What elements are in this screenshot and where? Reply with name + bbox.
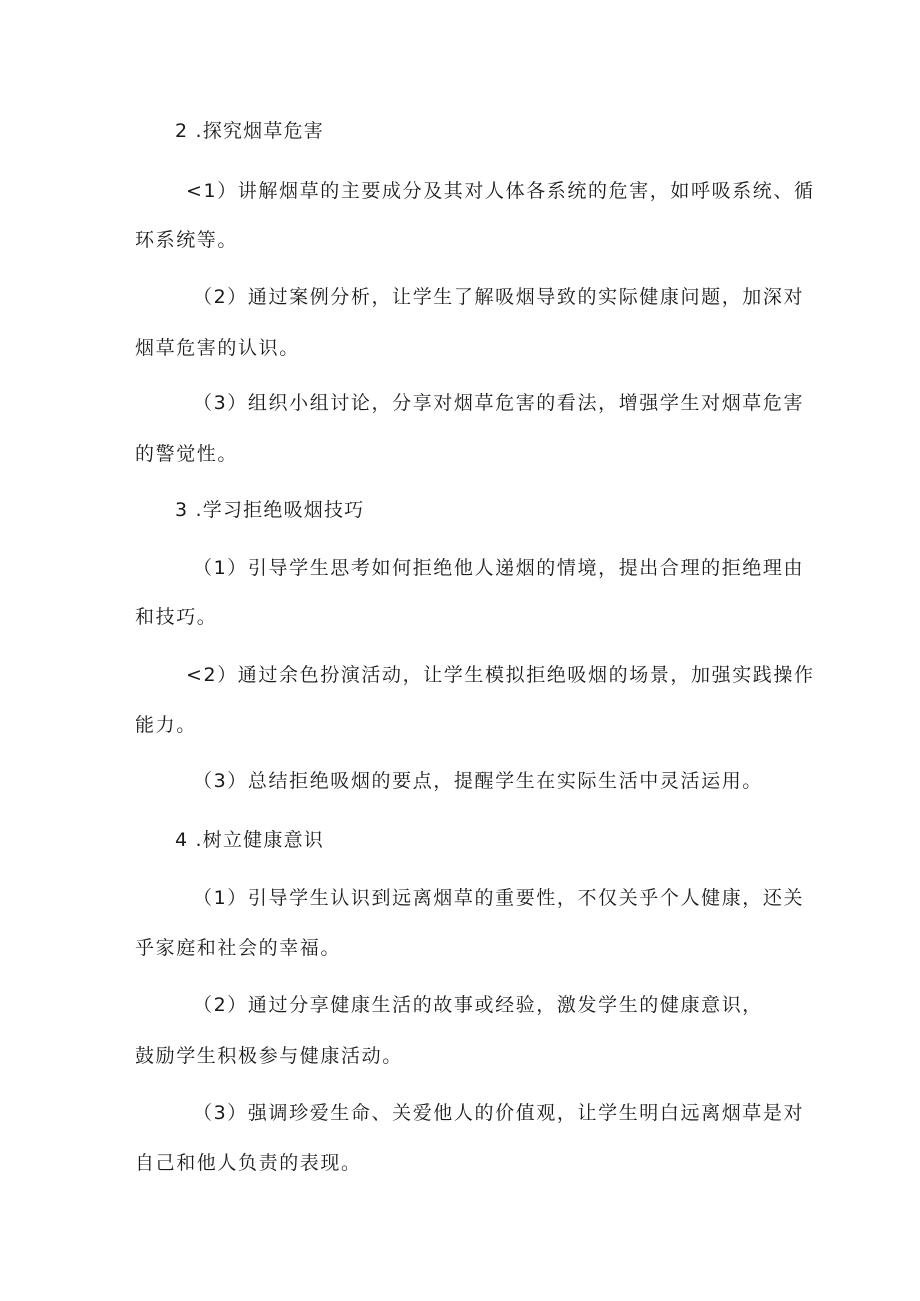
section-heading: 3 .学习拒绝吸烟技巧 xyxy=(175,499,365,521)
paragraph-line: 的警觉性。 xyxy=(135,443,239,465)
paragraph-line: 烟草危害的认识。 xyxy=(135,337,300,359)
paragraph-line: 能力。 xyxy=(135,714,197,736)
paragraph-line: 和技巧。 xyxy=(135,606,218,628)
paragraph-line: （1）引导学生认识到远离烟草的重要性，不仅关乎个人健康，还关 xyxy=(193,887,805,909)
paragraph-line: 环系统等。 xyxy=(135,229,239,251)
paragraph-line: <1）讲解烟草的主要成分及其对人体各系统的危害，如呼吸系统、循 xyxy=(186,180,815,202)
paragraph-line: （3）总结拒绝吸烟的要点，提醒学生在实际生活中灵活运用。 xyxy=(193,770,763,792)
section-heading: 4 .树立健康意识 xyxy=(175,829,324,851)
paragraph-line: （2）通过案例分析，让学生了解吸烟导致的实际健康问题，加深对 xyxy=(193,286,805,308)
paragraph-line: （3）强调珍爱生命、关爱他人的价值观，让学生明白远离烟草是对 xyxy=(193,1102,805,1124)
paragraph-line: <2）通过余色扮演活动，让学生模拟拒绝吸烟的场景，加强实践操作 xyxy=(186,664,815,686)
paragraph-line: 自己和他人负责的表现。 xyxy=(135,1152,362,1174)
paragraph-line: （3）组织小组讨论，分享对烟草危害的看法，增强学生对烟草危害 xyxy=(193,392,805,414)
paragraph-line: 乎家庭和社会的幸福。 xyxy=(135,937,342,959)
paragraph-line: （2）通过分享健康生活的故事或经验，激发学生的健康意识， xyxy=(193,994,763,1016)
section-heading: 2 .探究烟草危害 xyxy=(175,120,324,142)
paragraph-line: 鼓励学生积极参与健康活动。 xyxy=(135,1045,403,1067)
paragraph-line: （1）引导学生思考如何拒绝他人递烟的情境，提出合理的拒绝理由 xyxy=(193,557,805,579)
